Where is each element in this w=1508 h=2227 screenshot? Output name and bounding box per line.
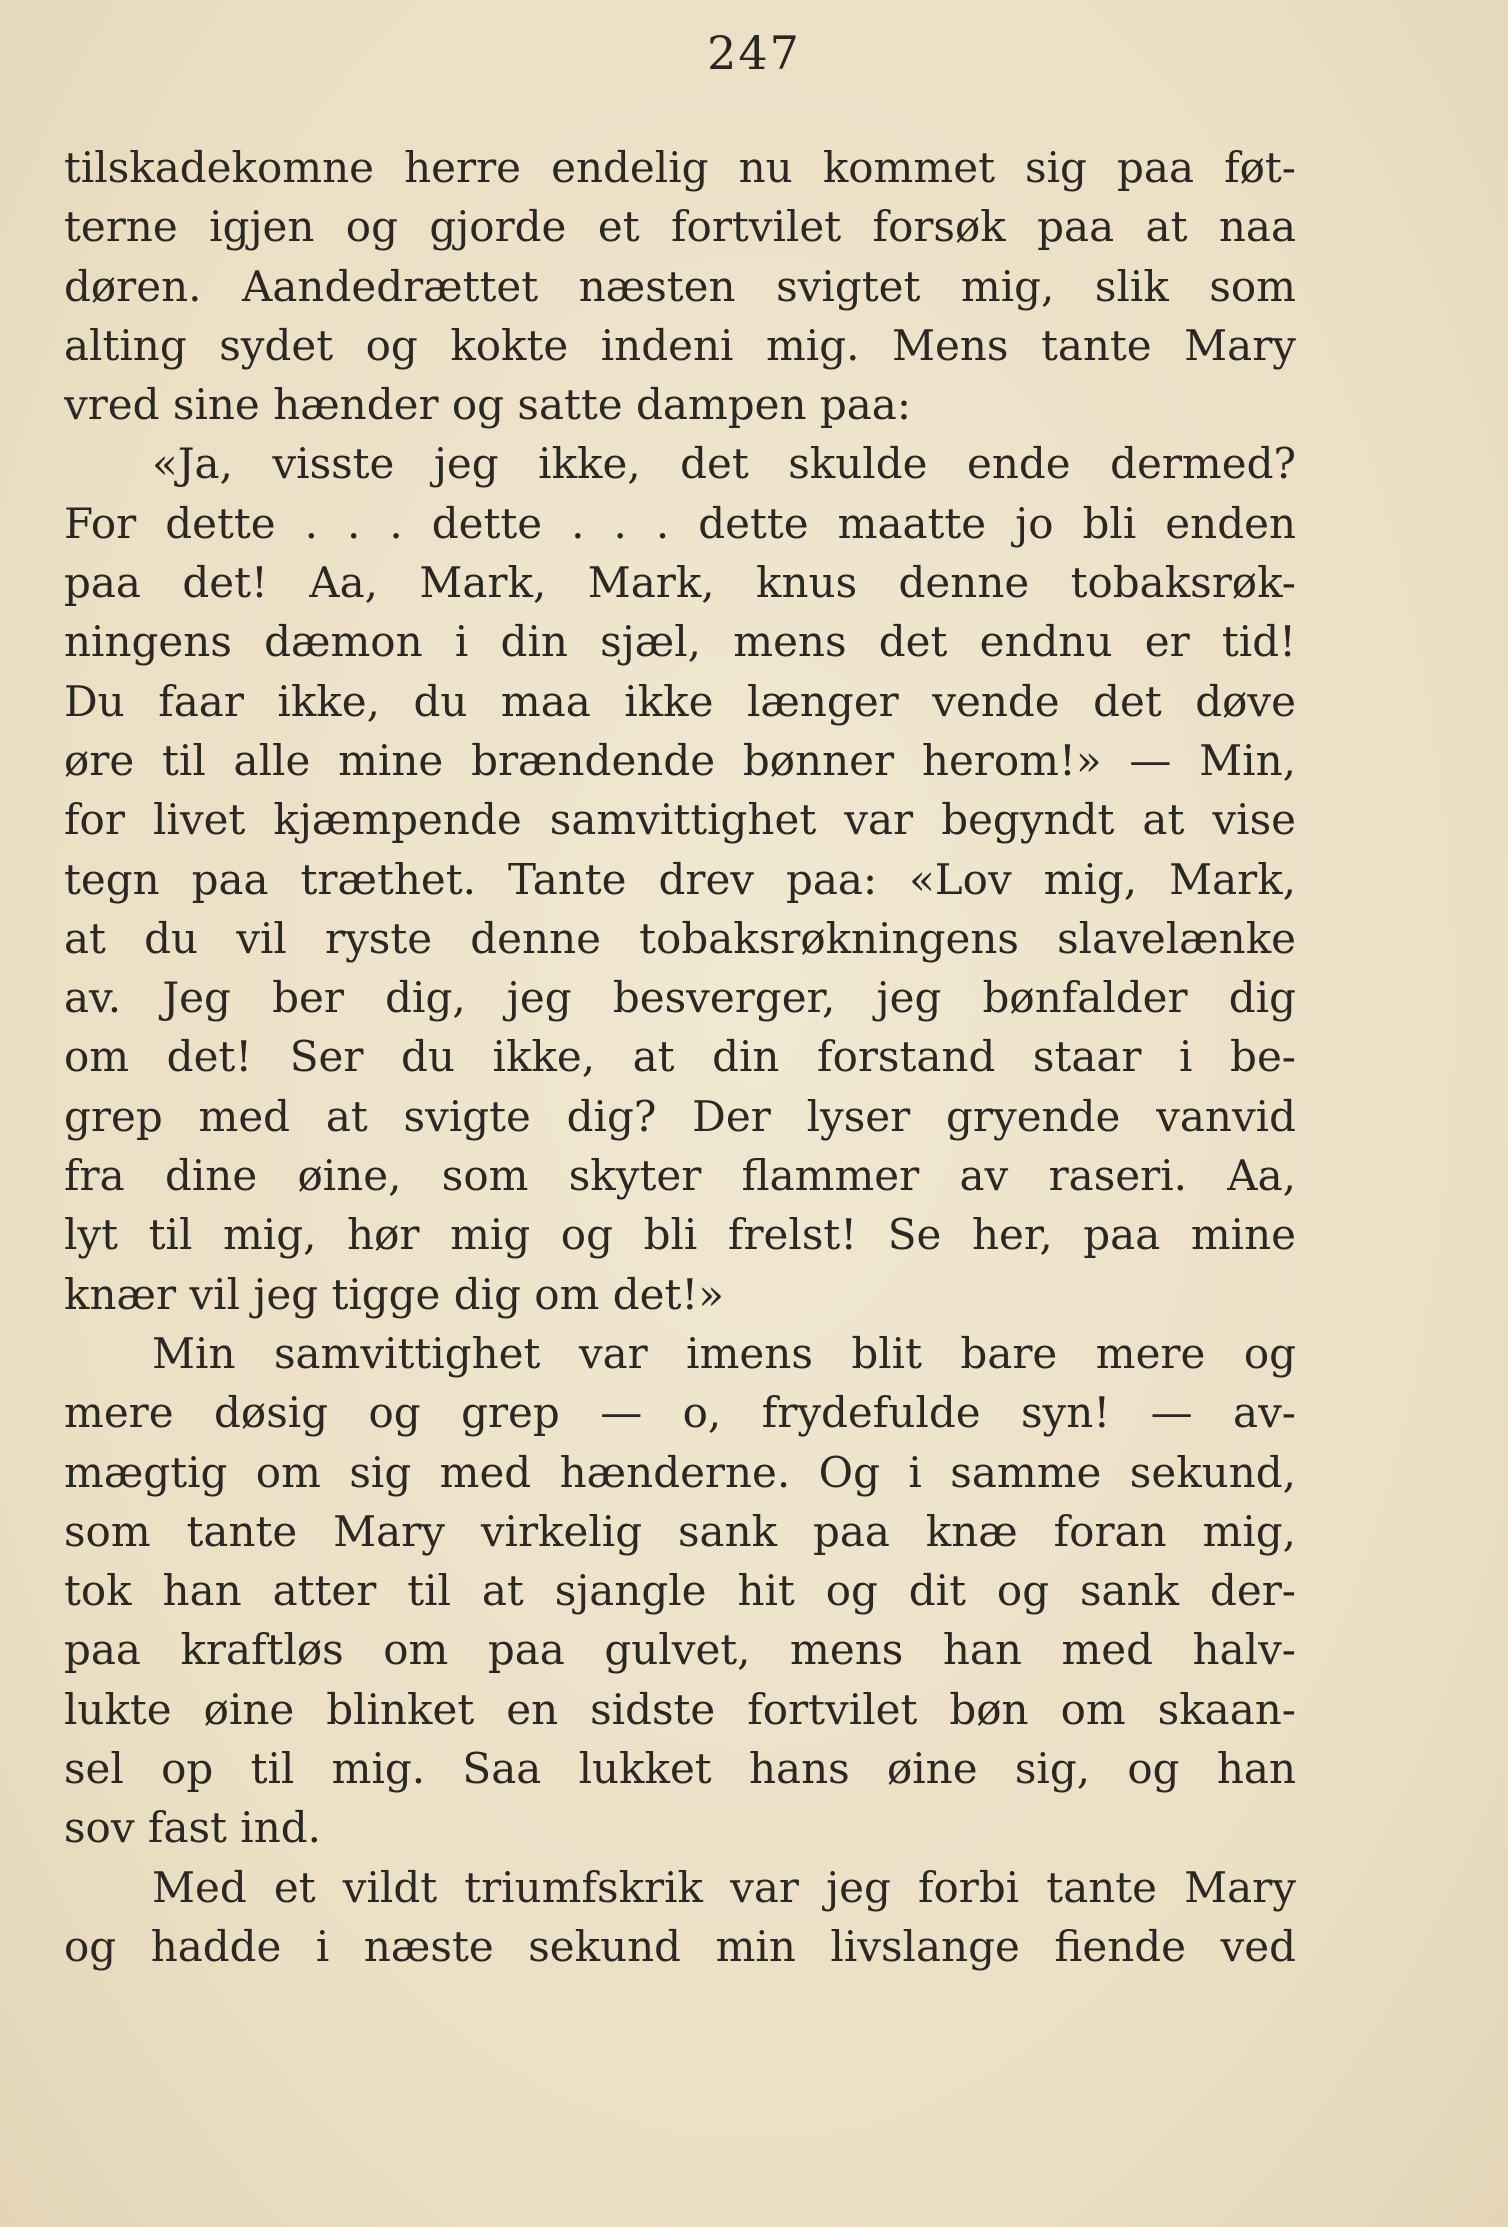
text-line: øre til alle mine brændende bønner herom!» — Min,	[64, 735, 1296, 785]
text-line: vred sine hænder og satte dampen paa:	[64, 380, 911, 430]
text-line: tok han atter til at sjangle hit og dit og sank der-	[64, 1566, 1296, 1616]
text-line: tilskadekomne herre endelig nu kommet sig paa føt-	[64, 143, 1296, 192]
body-text	[64, 138, 1296, 1976]
text-line: terne igjen og gjorde et fortvilet forsøk paa at naa	[64, 202, 1296, 252]
text-line: «Ja, visste jeg ikke, det skulde ende dermed?	[152, 439, 1296, 489]
text-line: Du faar ikke, du maa ikke længer vende det døve	[64, 676, 1296, 726]
text-line: at du vil ryste denne tobaksrøkningens slavelænke	[64, 913, 1296, 963]
text-line: sel op til mig. Saa lukket hans øine sig, og han	[64, 1744, 1296, 1794]
text-line: mere døsig og grep — o, frydefulde syn! — av-	[64, 1388, 1296, 1438]
text-line: For dette . . . dette . . . dette maatte jo bli enden	[64, 498, 1296, 548]
text-line: tegn paa træthet. Tante drev paa: «Lov mig, Mark,	[64, 854, 1296, 904]
text-line: Min samvittighet var imens blit bare mere og	[152, 1328, 1296, 1378]
text-line: om det! Ser du ikke, at din forstand staar i be-	[64, 1032, 1296, 1082]
text-line: døren. Aandedrættet næsten svigtet mig, slik som	[64, 261, 1296, 311]
text-line: for livet kjæmpende samvittighet var begyndt at vise	[64, 795, 1296, 845]
text-line: ningens dæmon i din sjæl, mens det endnu er tid!	[64, 617, 1296, 667]
text-line: og hadde i næste sekund min livslange fiende ved	[64, 1921, 1296, 1971]
text-line: fra dine øine, som skyter flammer av raseri. Aa,	[64, 1151, 1296, 1201]
text-line: paa det! Aa, Mark, Mark, knus denne tobaksrøk-	[64, 558, 1296, 608]
text-line: sov fast ind.	[64, 1803, 322, 1853]
text-line: som tante Mary virkelig sank paa knæ foran mig,	[64, 1506, 1296, 1556]
text-line: alting sydet og kokte indeni mig. Mens tante Mary	[64, 320, 1296, 370]
text-line: Med et vildt triumfskrik var jeg forbi tante Mary	[152, 1862, 1296, 1912]
text-line: lyt til mig, hør mig og bli frelst! Se her, paa mine	[64, 1210, 1296, 1260]
text-line: paa kraftløs om paa gulvet, mens han med halv-	[64, 1625, 1296, 1675]
text-line: mægtig om sig med hænderne. Og i samme sekund,	[64, 1447, 1296, 1497]
page-number: 247	[707, 26, 801, 80]
text-line: lukte øine blinket en sidste fortvilet bøn om skaan-	[64, 1684, 1296, 1734]
text-line: av. Jeg ber dig, jeg besverger, jeg bønfalder dig	[64, 973, 1296, 1023]
text-line: grep med at svigte dig? Der lyser gryende vanvid	[64, 1091, 1296, 1141]
text-line: knær vil jeg tigge dig om det!»	[64, 1269, 724, 1319]
